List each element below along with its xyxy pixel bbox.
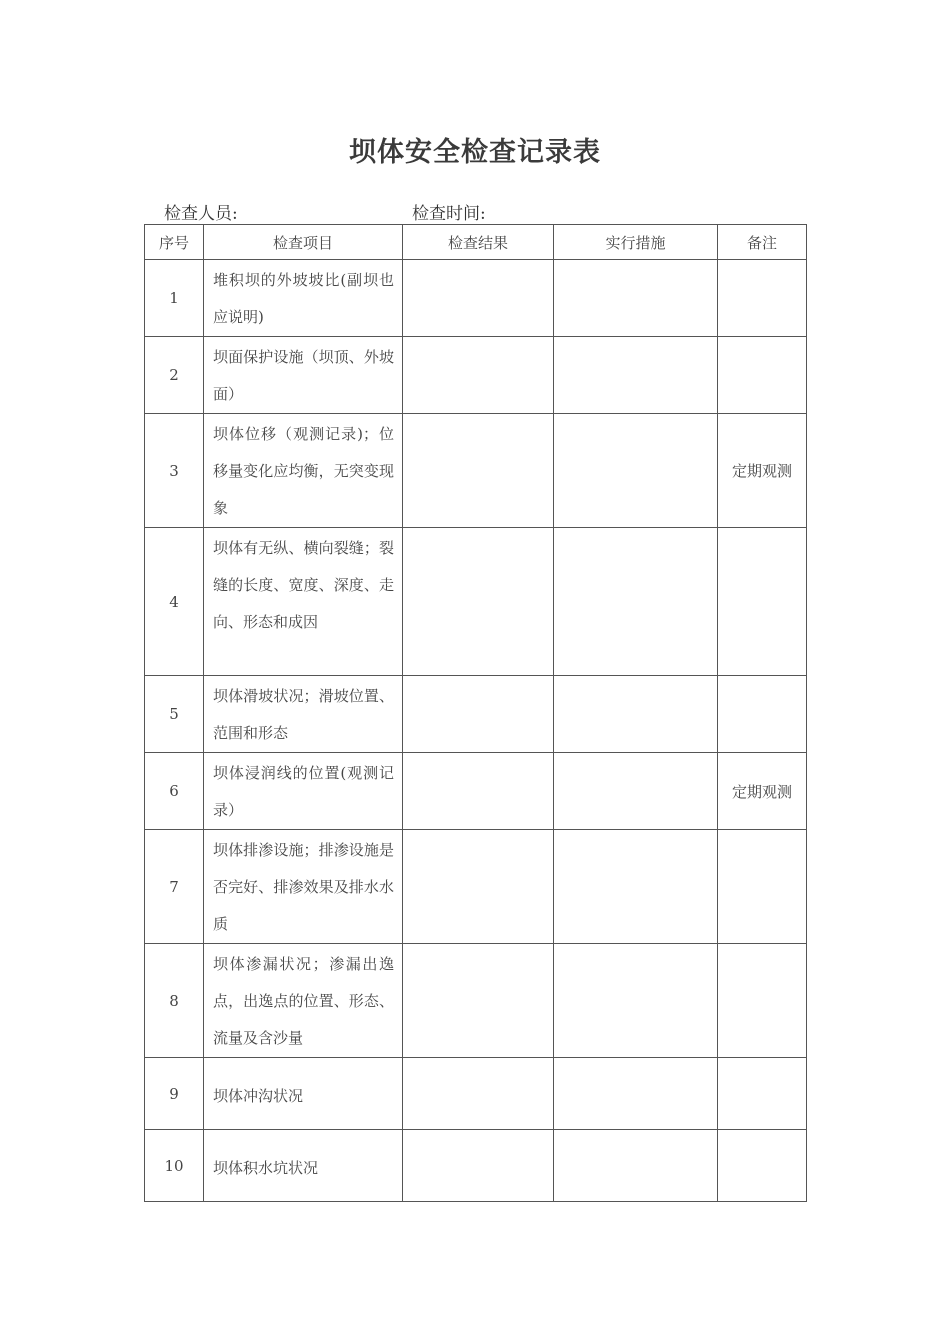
row-result[interactable] <box>403 753 554 830</box>
row-note[interactable] <box>718 1058 807 1130</box>
row-item: 坝体位移（观测记录)；位移量变化应均衡，无突变现象 <box>204 414 403 528</box>
row-item: 坝体排渗设施；排渗设施是否完好、排渗效果及排水水质 <box>204 830 403 944</box>
inspection-time-label: 检查时间: <box>412 204 486 224</box>
row-note[interactable] <box>718 944 807 1058</box>
row-result[interactable] <box>403 830 554 944</box>
table-row <box>145 260 807 337</box>
row-seq: 9 <box>145 1058 204 1130</box>
row-measure[interactable] <box>554 944 718 1058</box>
row-result[interactable] <box>403 1058 554 1130</box>
row-measure[interactable] <box>554 830 718 944</box>
row-item: 坝体积水坑状况 <box>204 1130 403 1202</box>
row-seq: 8 <box>145 944 204 1058</box>
row-seq: 5 <box>145 676 204 753</box>
table-row <box>145 414 807 528</box>
row-measure[interactable] <box>554 260 718 337</box>
row-seq: 4 <box>145 528 204 676</box>
table-header-row <box>145 225 807 260</box>
header-measure: 实行措施 <box>554 225 718 260</box>
row-item: 坝体有无纵、横向裂缝；裂缝的长度、宽度、深度、走向、形态和成因 <box>204 528 403 676</box>
row-result[interactable] <box>403 337 554 414</box>
row-seq: 10 <box>145 1130 204 1202</box>
row-item: 堆积坝的外坡坡比(副坝也应说明) <box>204 260 403 337</box>
row-seq: 3 <box>145 414 204 528</box>
row-note[interactable]: 定期观测 <box>718 753 807 830</box>
table-row <box>145 753 807 830</box>
row-result[interactable] <box>403 414 554 528</box>
page-title: 坝体安全检查记录表 <box>349 137 601 168</box>
row-result[interactable] <box>403 676 554 753</box>
row-item: 坝体浸润线的位置(观测记录） <box>204 753 403 830</box>
row-item: 坝体滑坡状况；滑坡位置、范围和形态 <box>204 676 403 753</box>
row-result[interactable] <box>403 944 554 1058</box>
row-seq: 2 <box>145 337 204 414</box>
row-seq: 6 <box>145 753 204 830</box>
table-row <box>145 337 807 414</box>
row-note[interactable] <box>718 830 807 944</box>
row-seq: 7 <box>145 830 204 944</box>
row-measure[interactable] <box>554 676 718 753</box>
row-measure[interactable] <box>554 414 718 528</box>
header-seq: 序号 <box>145 225 204 260</box>
row-note[interactable] <box>718 337 807 414</box>
row-result[interactable] <box>403 528 554 676</box>
row-result[interactable] <box>403 1130 554 1202</box>
row-measure[interactable] <box>554 1130 718 1202</box>
header-note: 备注 <box>718 225 807 260</box>
row-seq: 1 <box>145 260 204 337</box>
row-note[interactable] <box>718 1130 807 1202</box>
table-row <box>145 1130 807 1202</box>
row-note[interactable]: 定期观测 <box>718 414 807 528</box>
table-row <box>145 676 807 753</box>
row-item: 坝体冲沟状况 <box>204 1058 403 1130</box>
row-item: 坝体渗漏状况；渗漏出逸点，出逸点的位置、形态、流量及含沙量 <box>204 944 403 1058</box>
row-result[interactable] <box>403 260 554 337</box>
inspector-label: 检查人员: <box>164 204 238 224</box>
header-result: 检查结果 <box>403 225 554 260</box>
row-note[interactable] <box>718 528 807 676</box>
inspection-table <box>144 224 807 1202</box>
row-measure[interactable] <box>554 528 718 676</box>
row-note[interactable] <box>718 676 807 753</box>
table-row <box>145 1058 807 1130</box>
table-row <box>145 528 807 676</box>
table-row <box>145 944 807 1058</box>
table-row <box>145 830 807 944</box>
row-item: 坝面保护设施（坝顶、外坡面） <box>204 337 403 414</box>
row-note[interactable] <box>718 260 807 337</box>
header-item: 检查项目 <box>204 225 403 260</box>
row-measure[interactable] <box>554 337 718 414</box>
row-measure[interactable] <box>554 1058 718 1130</box>
row-measure[interactable] <box>554 753 718 830</box>
